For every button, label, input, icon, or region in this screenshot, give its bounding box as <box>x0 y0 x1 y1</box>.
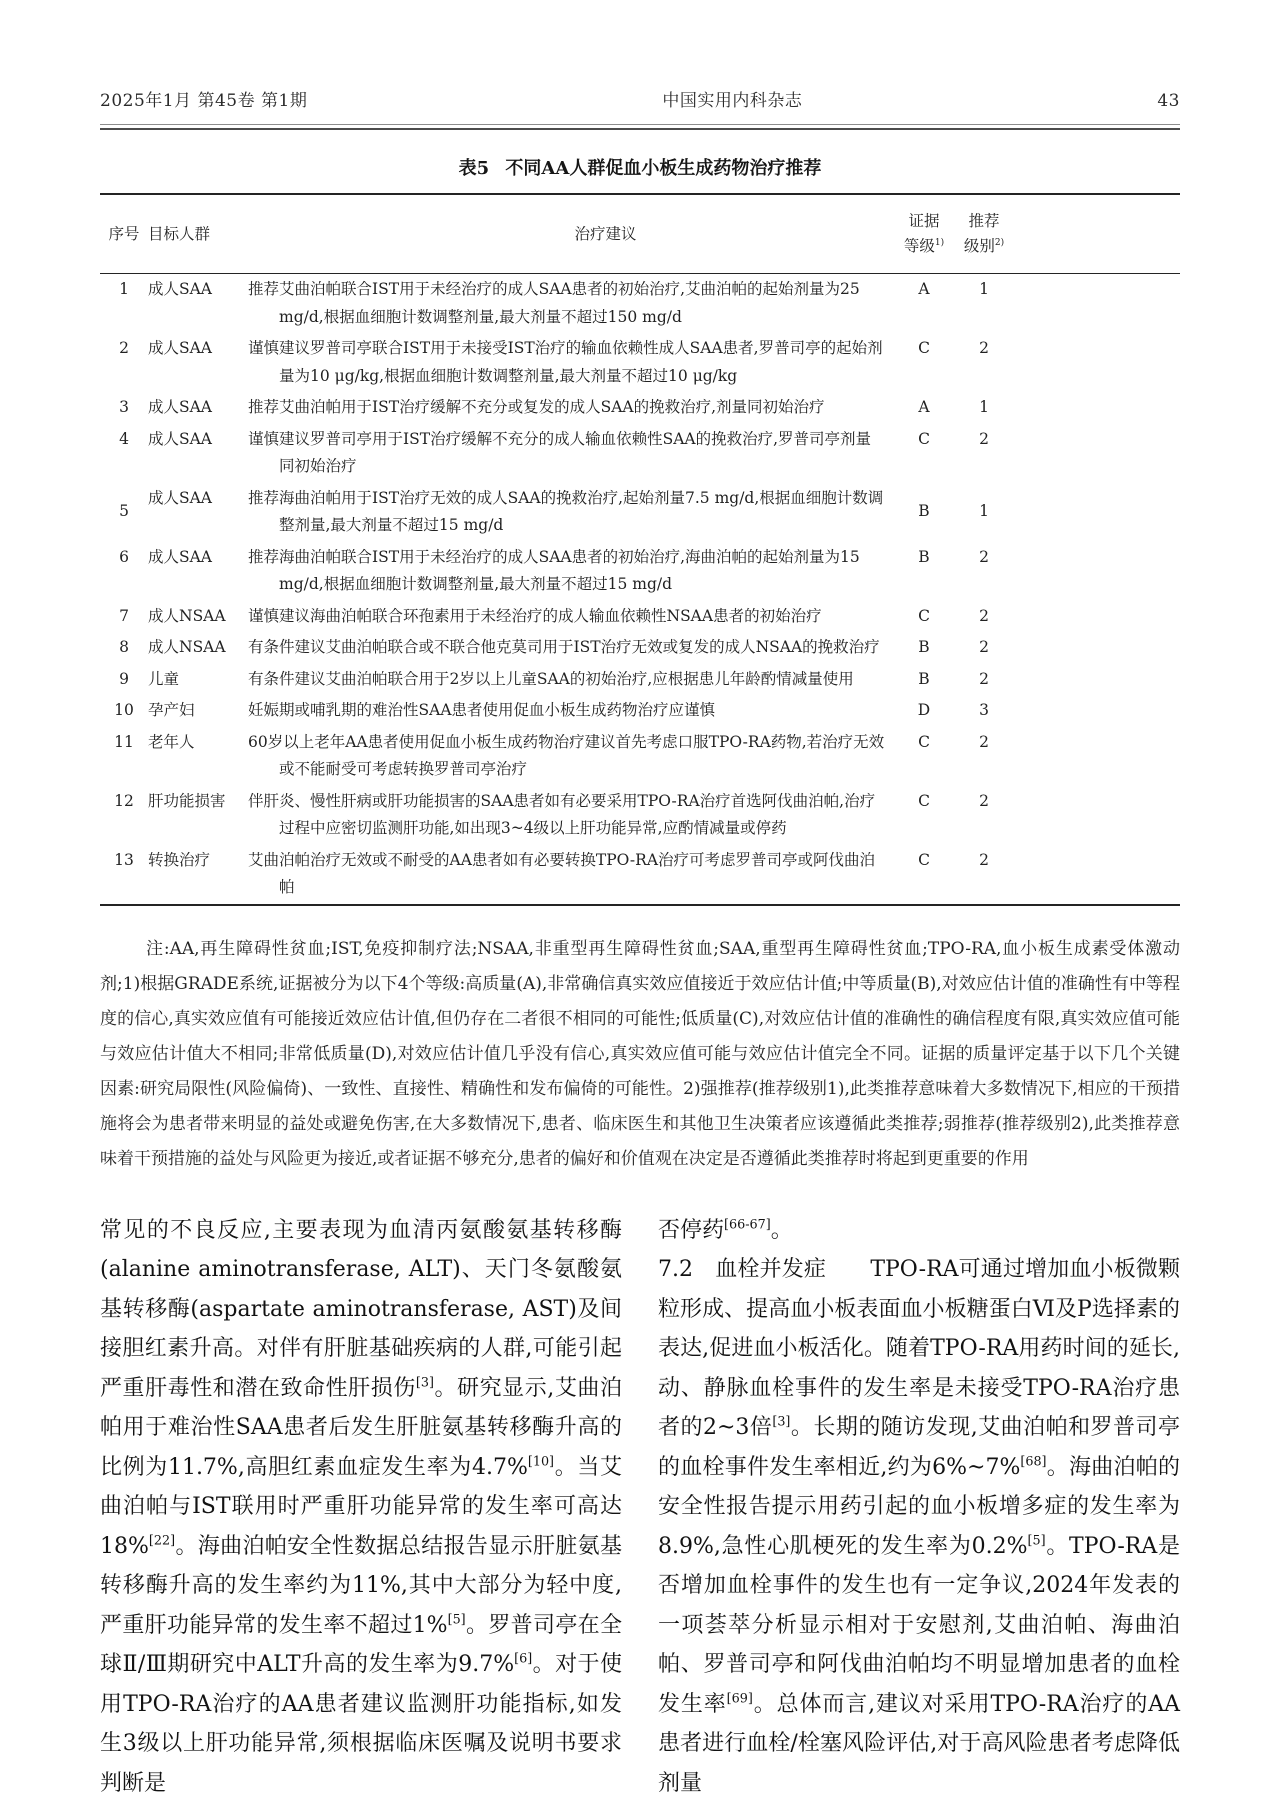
row-evidence-level: C <box>918 850 930 869</box>
body-paragraph: 常见的不良反应,主要表现为血清丙氨酸氨基转移酶(alanine aminotransferase, ALT)、天门冬氨酸氨基转移酶(aspartate aminotransferase, AST)及间接胆红素升高。对伴有肝脏基础疾病的人群,可能引起严重肝毒性和潜在致命性肝损伤[3]。研究显示,艾曲泊帕用于难治性SAA患者后发生肝脏氨基转移酶升高的比例为11.7%,高胆红素血症发生率为4.7%[10]。当艾曲泊帕与IST联用时严重肝功能异常的发生率可高达18%[22]。海曲泊帕安全性数据总结报告显示肝脏氨基转移酶升高的发生率约为11%,其中大部分为轻中度,严重肝功能异常的发生率不超过1%[5]。罗普司亭在全球Ⅱ/Ⅲ期研究中ALT升高的发生率为9.7%[6]。对于使用TPO-RA治疗的AA患者建议监测肝功能指标,如发生3级以上肝功能异常,须根据临床医嘱及说明书要求判断是 <box>100 1217 622 1796</box>
row-grade: 2 <box>979 429 989 448</box>
table-row <box>100 695 1180 727</box>
row-population: 成人SAA <box>148 429 213 448</box>
page-number: 43 <box>1157 91 1180 111</box>
citation-superscript: [10] <box>527 1454 555 1470</box>
citation-superscript: [5] <box>1027 1533 1046 1549</box>
row-grade: 3 <box>979 701 989 719</box>
row-recommendation: 推荐海曲泊帕用于IST治疗无效的成人SAA的挽救治疗,起始剂量7.5 mg/d,根据血细胞计数调整剂量,最大剂量不超过15 mg/d <box>248 488 884 534</box>
journal-name: 中国实用内科杂志 <box>662 91 803 111</box>
row-grade: 1 <box>979 502 989 521</box>
row-spacer <box>1013 483 1180 542</box>
row-seq: 11 <box>114 732 134 751</box>
table-row <box>100 601 1180 633</box>
row-grade: 2 <box>979 339 989 357</box>
row-seq: 8 <box>119 638 129 656</box>
body-paragraph: 否停药[66-67]。 <box>658 1217 793 1243</box>
table-row <box>100 786 1180 845</box>
grade-header-line1: 推荐 <box>968 212 1000 230</box>
row-recommendation: 有条件建议艾曲泊帕联合或不联合他克莫司用于IST治疗无效或复发的成人NSAA的挽救治疗 <box>248 638 880 656</box>
table-row <box>100 727 1180 786</box>
row-population: 肝功能损害 <box>148 791 226 810</box>
table-body <box>100 274 1180 905</box>
row-evidence-level: B <box>918 502 930 521</box>
row-spacer <box>1013 601 1180 633</box>
row-seq: 5 <box>119 502 129 521</box>
evidence-header-line1: 证据 <box>908 212 940 230</box>
row-population: 转换治疗 <box>148 850 211 869</box>
col-header-recommendation-label: 治疗建议 <box>574 224 637 243</box>
body-paragraph: 7.2 血栓并发症 TPO-RA可通过增加血小板微颗粒形成、提高血小板表面血小板糖蛋白Ⅵ及P选择素的表达,促进血小板活化。随着TPO-RA用药时间的延长,动、静脉血栓事件的发生率是未接受TPO-RA治疗患者的2~3倍[3]。长期的随访发现,艾曲泊帕和罗普司亭的血栓事件发生率相近,约为6%~7%[68]。海曲泊帕的安全性报告提示用药引起的血小板增多症的发生率为8.9%,急性心肌梗死的发生率为0.2%[5]。TPO-RA是否增加血栓事件的发生也有一定争议,2024年发表的一项荟萃分析显示相对于安慰剂,艾曲泊帕、海曲泊帕、罗普司亭和阿伐曲泊帕均不明显增加患者的血栓发生率[69]。总体而言,建议对采用TPO-RA治疗的AA患者进行血栓/栓塞风险评估,对于高风险患者考虑降低剂量 <box>658 1257 1180 1796</box>
page-header <box>100 86 1180 111</box>
row-seq: 9 <box>119 669 129 688</box>
citation-superscript: [68] <box>1020 1454 1047 1470</box>
row-evidence-level: D <box>917 701 931 719</box>
table-row <box>100 664 1180 696</box>
row-grade: 2 <box>979 669 989 688</box>
row-seq: 4 <box>119 429 129 448</box>
row-population: 成人SAA <box>148 547 213 566</box>
row-evidence-level: C <box>918 339 930 357</box>
row-seq: 1 <box>119 280 129 298</box>
citation-superscript: [69] <box>726 1691 753 1707</box>
row-seq: 10 <box>114 701 134 719</box>
row-grade: 1 <box>979 280 989 298</box>
table-row <box>100 483 1180 542</box>
table-row <box>100 845 1180 905</box>
table-row <box>100 632 1180 664</box>
grade-header-footnote-mark: 2) <box>994 237 1005 248</box>
row-spacer <box>1013 424 1180 483</box>
row-evidence-level: A <box>918 398 930 416</box>
header-divider <box>100 124 1180 130</box>
row-seq: 3 <box>119 398 129 416</box>
table-title-text: 不同AA人群促血小板生成药物治疗推荐 <box>505 158 822 179</box>
table-row <box>100 542 1180 601</box>
citation-superscript: [66-67] <box>724 1217 771 1233</box>
col-header-evidence <box>893 194 955 274</box>
row-grade: 2 <box>979 638 989 656</box>
table-row <box>100 274 1180 334</box>
row-seq: 2 <box>119 339 129 357</box>
body-left-column <box>100 1211 622 1804</box>
row-evidence-level: C <box>918 732 930 751</box>
row-spacer <box>1013 333 1180 392</box>
table-header <box>100 194 1180 274</box>
row-spacer <box>1013 727 1180 786</box>
row-seq: 7 <box>119 606 129 625</box>
table-row <box>100 424 1180 483</box>
row-grade: 1 <box>979 398 989 416</box>
col-header-population <box>148 194 248 274</box>
row-evidence-level: C <box>918 791 930 810</box>
row-spacer <box>1013 392 1180 424</box>
row-grade: 2 <box>979 606 989 625</box>
row-evidence-level: B <box>918 669 930 688</box>
row-evidence-level: B <box>918 638 930 656</box>
citation-superscript: [3] <box>415 1375 434 1391</box>
citation-superscript: [6] <box>514 1651 533 1667</box>
row-population: 成人SAA <box>148 398 213 416</box>
row-spacer <box>1013 542 1180 601</box>
row-recommendation: 推荐艾曲泊帕联合IST用于未经治疗的成人SAA患者的初始治疗,艾曲泊帕的起始剂量为25 mg/d,根据血细胞计数调整剂量,最大剂量不超过150 mg/d <box>248 280 860 326</box>
table-notes: 注:AA,再生障碍性贫血;IST,免疫抑制疗法;NSAA,非重型再生障碍性贫血;SAA,重型再生障碍性贫血;TPO-RA,血小板生成素受体激动剂;1)根据GRADE系统,证据被分为以下4个等级:高质量(A),非常确信真实效应值接近于效应估计值;中等质量(B),对效应估计值的准确性有中等程度的信心,真实效应值有可能接近效应估计值,但仍存在二者很不相同的可能性;低质量(C),对效应估计值的准确性的确信程度有限,真实效应值可能与效应估计值大不相同;非常低质量(D),对效应估计值几乎没有信心,真实效应值可能与效应估计值完全不同。证据的质量评定基于以下几个关键因素:研究局限性(风险偏倚)、一致性、直接性、精确性和发布偏倚的可能性。2)强推荐(推荐级别1),此类推荐意味着大多数情况下,相应的干预措施将会为患者带来明显的益处或避免伤害,在大多数情况下,患者、临床医生和其他卫生决策者应该遵循此类推荐;弱推荐(推荐级别2),此类推荐意味着干预措施的益处与风险更为接近,或者证据不够充分,患者的偏好和价值观在决定是否遵循此类推荐时将起到更重要的作用 <box>100 938 1180 1169</box>
row-spacer <box>1013 664 1180 696</box>
row-population: 老年人 <box>148 732 195 751</box>
table-title <box>100 154 1180 180</box>
row-seq: 6 <box>119 547 129 566</box>
row-recommendation: 艾曲泊帕治疗无效或不耐受的AA患者如有必要转换TPO-RA治疗可考虑罗普司亭或阿伐曲泊帕 <box>248 850 876 896</box>
row-population: 成人NSAA <box>148 606 226 625</box>
row-spacer <box>1013 695 1180 727</box>
row-evidence-level: B <box>918 547 930 566</box>
row-recommendation: 有条件建议艾曲泊帕联合用于2岁以上儿童SAA的初始治疗,应根据患儿年龄酌情减量使用 <box>248 669 854 688</box>
row-recommendation: 推荐艾曲泊帕用于IST治疗缓解不充分或复发的成人SAA的挽救治疗,剂量同初始治疗 <box>248 398 825 416</box>
evidence-header-footnote-mark: 1) <box>934 237 945 248</box>
row-population: 成人SAA <box>148 280 213 298</box>
citation-superscript: [5] <box>447 1612 466 1628</box>
row-grade: 2 <box>979 791 989 810</box>
row-population: 成人SAA <box>148 488 213 507</box>
col-header-spacer <box>1013 194 1180 274</box>
row-seq: 12 <box>114 791 134 810</box>
table-header-row <box>100 194 1180 274</box>
row-recommendation: 谨慎建议罗普司亭联合IST用于未接受IST治疗的输血依赖性成人SAA患者,罗普司亭的起始剂量为10 μg/kg,根据血细胞计数调整剂量,最大剂量不超过10 μg/kg <box>248 339 883 385</box>
citation-superscript: [3] <box>772 1414 791 1430</box>
evidence-header-line2: 等级 <box>903 237 935 255</box>
row-population: 儿童 <box>148 669 180 688</box>
table-title-label: 表5 <box>458 158 490 179</box>
row-evidence-level: A <box>918 280 930 298</box>
body-text <box>100 1211 1180 1804</box>
row-recommendation: 伴肝炎、慢性肝病或肝功能损害的SAA患者如有必要采用TPO-RA治疗首选阿伐曲泊帕,治疗过程中应密切监测肝功能,如出现3~4级以上肝功能异常,应酌情减量或停药 <box>248 791 876 837</box>
issue-info: 2025年1月 第45卷 第1期 <box>100 91 308 111</box>
row-recommendation: 推荐海曲泊帕联合IST用于未经治疗的成人SAA患者的初始治疗,海曲泊帕的起始剂量为15 mg/d,根据血细胞计数调整剂量,最大剂量不超过15 mg/d <box>248 547 860 593</box>
row-recommendation: 60岁以上老年AA患者使用促血小板生成药物治疗建议首先考虑口服TPO-RA药物,若治疗无效或不能耐受可考虑转换罗普司亭治疗 <box>248 732 885 778</box>
row-population: 成人SAA <box>148 339 213 357</box>
row-recommendation: 谨慎建议罗普司亭用于IST治疗缓解不充分的成人输血依赖性SAA的挽救治疗,罗普司亭剂量同初始治疗 <box>248 429 872 475</box>
table-row <box>100 333 1180 392</box>
table-row <box>100 392 1180 424</box>
row-spacer <box>1013 845 1180 905</box>
row-spacer <box>1013 274 1180 334</box>
row-population: 孕产妇 <box>148 701 195 719</box>
recommendation-table <box>100 193 1180 906</box>
row-grade: 2 <box>979 732 989 751</box>
row-evidence-level: C <box>918 429 930 448</box>
row-grade: 2 <box>979 547 989 566</box>
row-spacer <box>1013 632 1180 664</box>
row-recommendation: 妊娠期或哺乳期的难治性SAA患者使用促血小板生成药物治疗应谨慎 <box>248 701 716 719</box>
col-header-seq <box>100 194 148 274</box>
col-header-grade <box>955 194 1013 274</box>
grade-header-line2: 级别 <box>963 237 995 255</box>
body-right-column <box>658 1211 1180 1804</box>
citation-superscript: [22] <box>148 1533 176 1549</box>
col-header-population-label: 目标人群 <box>148 224 211 243</box>
row-seq: 13 <box>114 850 134 869</box>
col-header-seq-label: 序号 <box>108 224 140 243</box>
row-evidence-level: C <box>918 606 930 625</box>
row-population: 成人NSAA <box>148 638 226 656</box>
row-recommendation: 谨慎建议海曲泊帕联合环孢素用于未经治疗的成人输血依赖性NSAA患者的初始治疗 <box>248 606 822 625</box>
row-spacer <box>1013 786 1180 845</box>
col-header-recommendation <box>248 194 893 274</box>
row-grade: 2 <box>979 850 989 869</box>
